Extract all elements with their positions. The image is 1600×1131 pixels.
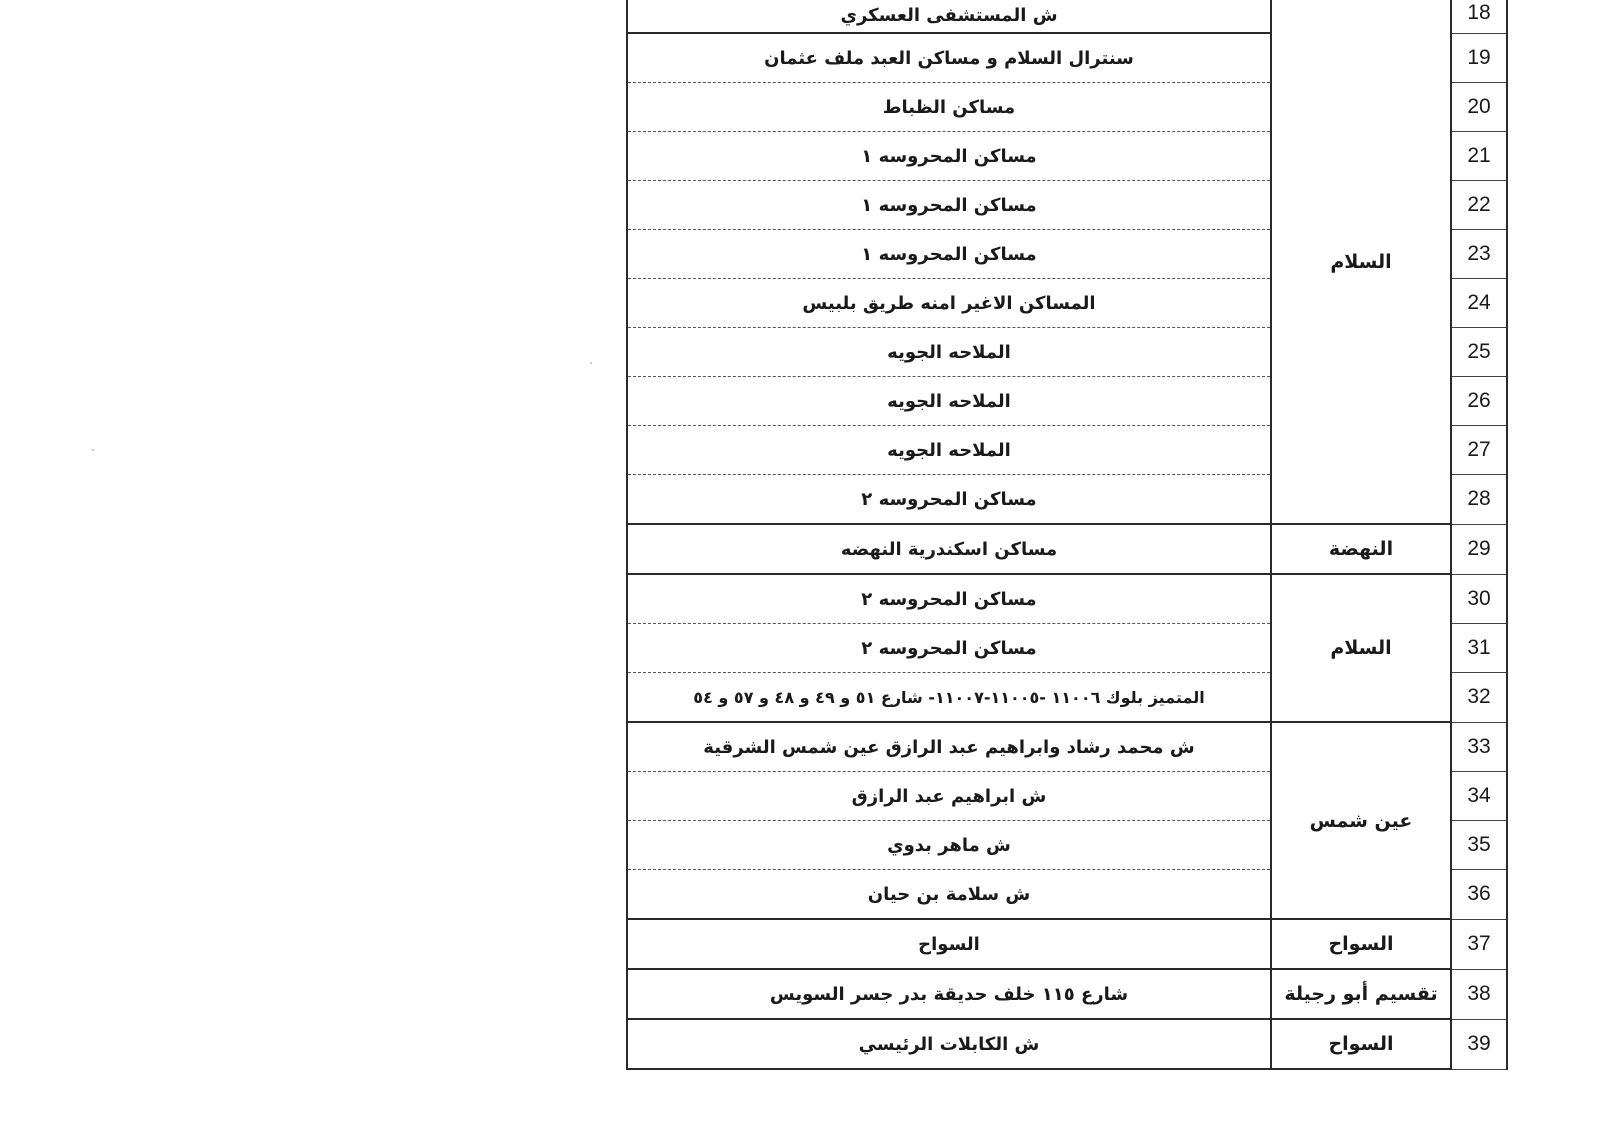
row-number: 35: [1451, 821, 1507, 870]
table-row: [627, 722, 1507, 772]
row-number: 31: [1451, 624, 1507, 673]
row-number: 26: [1451, 377, 1507, 426]
row-number: 39: [1451, 1019, 1507, 1069]
table-row: [627, 969, 1507, 1019]
table-row: [627, 0, 1507, 33]
row-number: 27: [1451, 426, 1507, 475]
area-cell: تقسيم أبو رجيلة: [1271, 969, 1451, 1019]
scan-speck: [92, 449, 94, 451]
area-cell: السلام: [1271, 0, 1451, 524]
row-number: 24: [1451, 279, 1507, 328]
location-cell: مساكن اسكندرية النهضه: [627, 524, 1271, 574]
area-cell: النهضة: [1271, 524, 1451, 574]
row-number: 23: [1451, 230, 1507, 279]
location-cell: مساكن المحروسه ١: [627, 132, 1271, 181]
table-row: [627, 574, 1507, 624]
row-number: 33: [1451, 722, 1507, 772]
location-cell: المتميز بلوك ١١٠٠٦ -١١٠٠٥-١١٠٠٧- شارع ٥١ و ٤٩ و ٤٨ و ٥٧ و ٥٤: [627, 673, 1271, 723]
location-cell: ش محمد رشاد وابراهيم عبد الرازق عين شمس الشرقية: [627, 722, 1271, 772]
row-number: 22: [1451, 181, 1507, 230]
row-number: 21: [1451, 132, 1507, 181]
location-cell: الملاحه الجويه: [627, 328, 1271, 377]
row-number: 20: [1451, 83, 1507, 132]
row-number: 34: [1451, 772, 1507, 821]
location-cell: مساكن المحروسه ٢: [627, 574, 1271, 624]
area-cell: عين شمس: [1271, 722, 1451, 919]
locations-table: [626, 0, 1508, 1070]
area-cell: السلام: [1271, 574, 1451, 722]
location-cell: مساكن المحروسه ٢: [627, 624, 1271, 673]
location-cell: مساكن المحروسه ١: [627, 181, 1271, 230]
row-number: 32: [1451, 673, 1507, 723]
table-row: [627, 524, 1507, 574]
row-number: 18: [1451, 0, 1507, 33]
location-cell: مساكن المحروسه ٢: [627, 475, 1271, 525]
row-number: 30: [1451, 574, 1507, 624]
row-number: 19: [1451, 33, 1507, 83]
area-cell: السواح: [1271, 1019, 1451, 1069]
location-cell: الملاحه الجويه: [627, 377, 1271, 426]
location-cell: ش ابراهيم عبد الرازق: [627, 772, 1271, 821]
location-cell: شارع ١١٥ خلف حديقة بدر جسر السويس: [627, 969, 1271, 1019]
row-number: 36: [1451, 870, 1507, 920]
row-number: 29: [1451, 524, 1507, 574]
row-number: 38: [1451, 969, 1507, 1019]
location-cell: ش الكابلات الرئيسي: [627, 1019, 1271, 1069]
scan-speck: [590, 362, 592, 364]
row-number: 25: [1451, 328, 1507, 377]
location-cell: المساكن الاغير امنه طريق بلبيس: [627, 279, 1271, 328]
location-cell: السواح: [627, 919, 1271, 969]
location-cell: ش المستشفى العسكري: [627, 0, 1271, 33]
table-row: [627, 1019, 1507, 1069]
location-cell: ش سلامة بن حيان: [627, 870, 1271, 920]
location-cell: مساكن الظباط: [627, 83, 1271, 132]
location-cell: ش ماهر بدوي: [627, 821, 1271, 870]
location-cell: الملاحه الجويه: [627, 426, 1271, 475]
row-number: 37: [1451, 919, 1507, 969]
location-cell: مساكن المحروسه ١: [627, 230, 1271, 279]
area-cell: السواح: [1271, 919, 1451, 969]
table-row: [627, 919, 1507, 969]
row-number: 28: [1451, 475, 1507, 525]
location-cell: سنترال السلام و مساكن العبد ملف عثمان: [627, 33, 1271, 83]
